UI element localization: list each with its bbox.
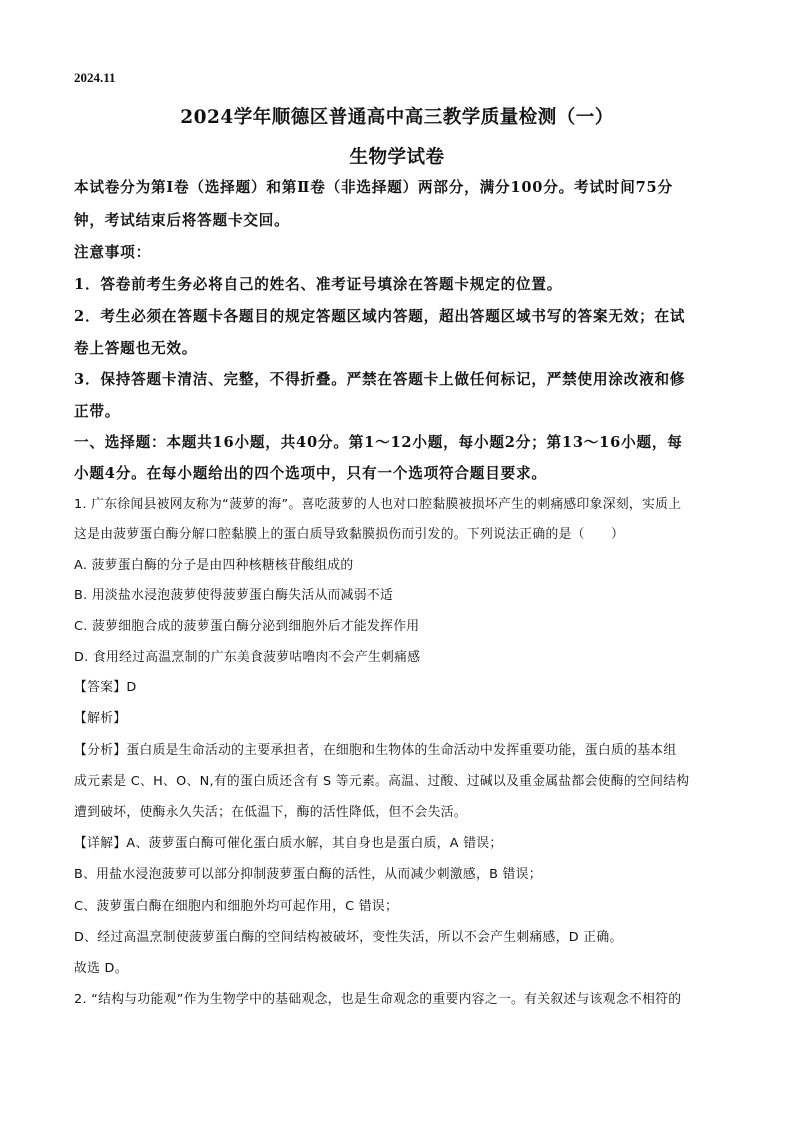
note-1: 1．答卷前考生务必将自己的姓名、准考证号填涂在答题卡规定的位置。: [74, 276, 563, 293]
q1-detail-d: D、经过高温烹制使菠萝蛋白酶的空间结构被破坏，变性失活，所以不会产生刺痛感，D 正确。: [74, 930, 623, 945]
q1-fenxi-line-3: 遭到破坏，使酶永久失活；在低温下，酶的活性降低，但不会失活。: [74, 805, 467, 820]
exam-subject: 生物学试卷: [349, 147, 445, 168]
note-3-line-1: 3．保持答题卡清洁、完整，不得折叠。严禁在答题卡上做任何标记，严禁使用涂改液和修: [74, 371, 686, 388]
q1-detail-a: 【详解】A、菠萝蛋白酶可催化蛋白质水解，其自身也是蛋白质，A 错误；: [74, 836, 503, 851]
q1-detail-b: B、用盐水浸泡菠萝可以部分抑制菠萝蛋白酶的活性，从而减少刺激感，B 错误；: [74, 867, 542, 882]
note-2-line-1: 2．考生必须在答题卡各题目的规定答题区域内答题，超出答题区域书写的答案无效；在试: [74, 308, 686, 325]
intro-line-1: 本试卷分为第Ⅰ卷（选择题）和第Ⅱ卷（非选择题）两部分，满分100分。考试时间75分: [74, 179, 673, 196]
q1-option-c: C. 菠萝细胞合成的菠萝蛋白酶分泌到细胞外后才能发挥作用: [74, 619, 420, 634]
intro-line-2: 钟，考试结束后将答题卡交回。: [74, 212, 290, 229]
exam-date: 2024.11: [74, 70, 116, 85]
note-2-line-2: 卷上答题也无效。: [74, 340, 198, 357]
q1-option-b: B. 用淡盐水浸泡菠萝使得菠萝蛋白酶失活从而减弱不适: [74, 588, 394, 603]
section-heading-line-2: 小题4分。在每小题给出的四个选项中，只有一个选项符合题目要求。: [74, 465, 547, 482]
section-heading-line-1: 一、选择题：本题共16小题，共40分。第1～12小题，每小题2分；第13～16小题，每: [74, 434, 683, 451]
exam-title: 2024学年顺德区普通高中高三教学质量检测（一）: [180, 107, 614, 128]
q2-stem-line-1: 2. “结构与功能观”作为生物学中的基础观念，也是生命观念的重要内容之一。有关叙述与该观念不相符的: [74, 992, 682, 1007]
q1-stem-line-2: 这是由菠萝蛋白酶分解口腔黏膜上的蛋白质导致黏膜损伤而引发的。下列说法正确的是（ ）: [74, 527, 625, 542]
q1-analysis-label: 【解析】: [74, 711, 127, 726]
q1-fenxi-line-1: 【分析】蛋白质是生命活动的主要承担者，在细胞和生物体的生命活动中发挥重要功能，蛋白质的基本组: [74, 743, 677, 758]
q1-detail-c: C、菠萝蛋白酶在细胞内和细胞外均可起作用，C 错误；: [74, 899, 399, 914]
note-3-line-2: 正带。: [74, 403, 121, 420]
notes-heading: 注意事项：: [74, 244, 151, 261]
q1-conclusion: 故选 D。: [74, 961, 128, 976]
q1-fenxi-line-2: 成元素是 C、H、O、N,有的蛋白质还含有 S 等元素。高温、过酸、过碱以及重金属盐都会使酶的空间结构: [74, 774, 690, 789]
q1-option-d: D. 食用经过高温烹制的广东美食菠萝咕噜肉不会产生刺痛感: [74, 650, 421, 665]
q1-answer: 【答案】D: [74, 680, 137, 695]
q1-option-a: A. 菠萝蛋白酶的分子是由四种核糖核苷酸组成的: [74, 558, 354, 573]
q1-stem-line-1: 1. 广东徐闻县被网友称为“菠萝的海”。喜吃菠萝的人也对口腔黏膜被损坏产生的刺痛感印象深刻，实质上: [74, 497, 682, 512]
